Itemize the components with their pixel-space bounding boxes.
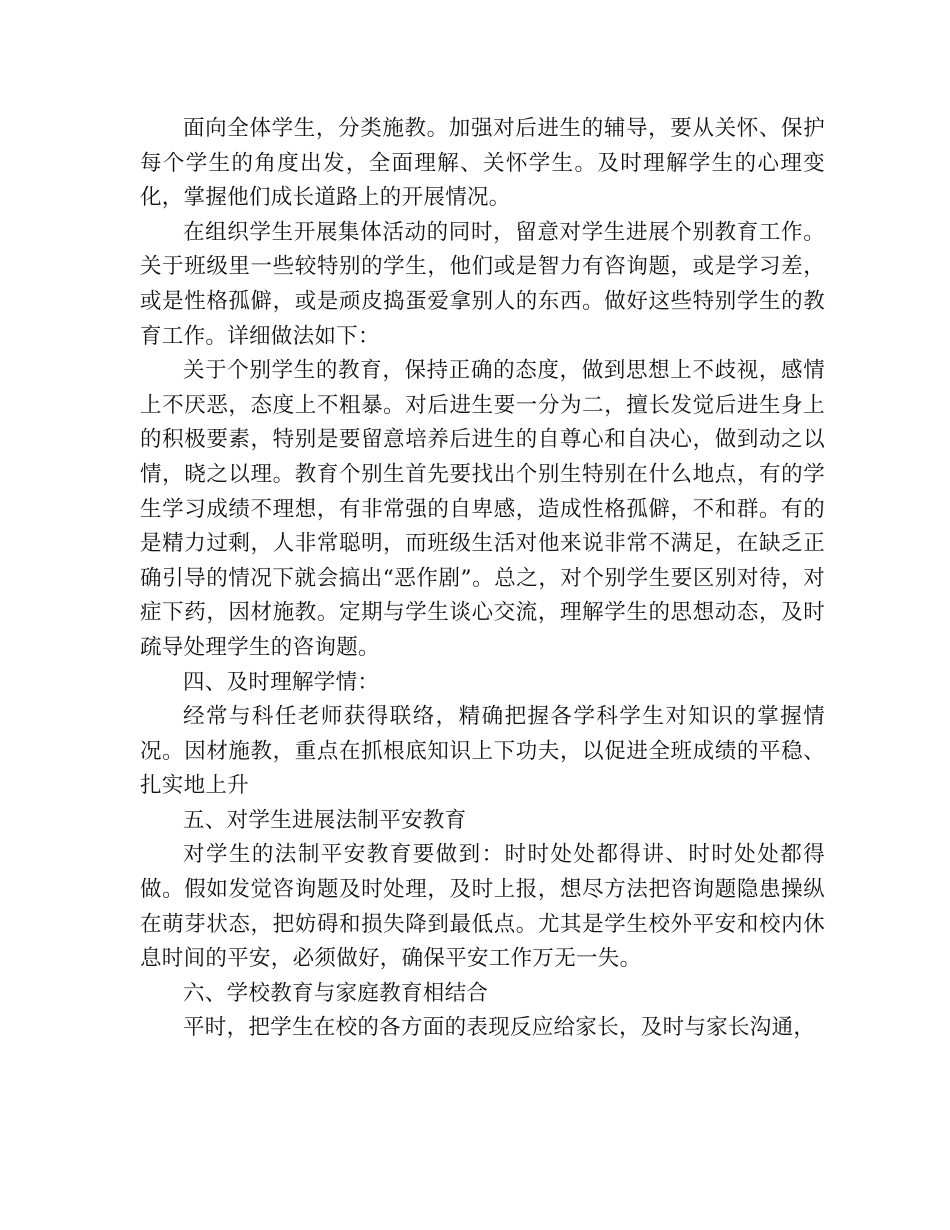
paragraph-5: 经常与科任老师获得联络，精确把握各学科学生对知识的掌握情况。因材施教，重点在抓根底知识上下功夫，以促进全班成绩的平稳、扎实地上升 xyxy=(140,704,825,799)
paragraph-9: 平时，把学生在校的各方面的表现反应给家长，及时与家长沟通， xyxy=(183,1015,816,1041)
section-heading-4: 四、及时理解学情： xyxy=(183,669,380,695)
section-heading-5: 五、对学生进展法制平安教育 xyxy=(183,807,467,833)
paragraph-7: 对学生的法制平安教育要做到：时时处处都得讲、时时处处都得做。假如发觉咨询题及时处理，及时上报，想尽方法把咨询题隐患操纵在萌芽状态，把妨碍和损失降到最低点。尤其是学生校外平安和校内休息时间的平安，必须做好，确保平安工作万无一失。 xyxy=(140,842,825,972)
paragraph-1: 面向全体学生，分类施教。加强对后进生的辅导，要从关怀、保护每个学生的角度出发，全面理解、关怀学生。及时理解学生的心理变化，掌握他们成长道路上的开展情况。 xyxy=(140,116,825,211)
paragraph-3: 关于个别学生的教育，保持正确的态度，做到思想上不歧视，感情上不厌恶，态度上不粗暴。对后进生要一分为二，擅长发觉后进生身上的积极要素，特别是要留意培养后进生的自尊心和自决心，做到动之以情，晓之以理。教育个别生首先要找出个别生特别在什么地点，有的学生学习成绩不理想，有非常强的自卑感，造成性格孤僻，不和群。有的是精力过剩，人非常聪明，而班级生活对他来说非常不满足，在缺乏正确引导的情况下就会搞出“恶作剧”。总之，对个别学生要区别对待，对症下药，因材施教。定期与学生谈心交流，理解学生的思想动态，及时疏导处理学生的咨询题。 xyxy=(140,358,825,660)
section-heading-6: 六、学校教育与家庭教育相结合 xyxy=(183,980,489,1006)
document-body xyxy=(140,112,825,1046)
paragraph-2: 在组织学生开展集体活动的同时，留意对学生进展个别教育工作。关于班级里一些较特别的学生，他们或是智力有咨询题，或是学习差，或是性格孤僻，或是顽皮捣蛋爱拿别人的东西。做好这些特别学生的教育工作。详细做法如下： xyxy=(140,219,825,349)
